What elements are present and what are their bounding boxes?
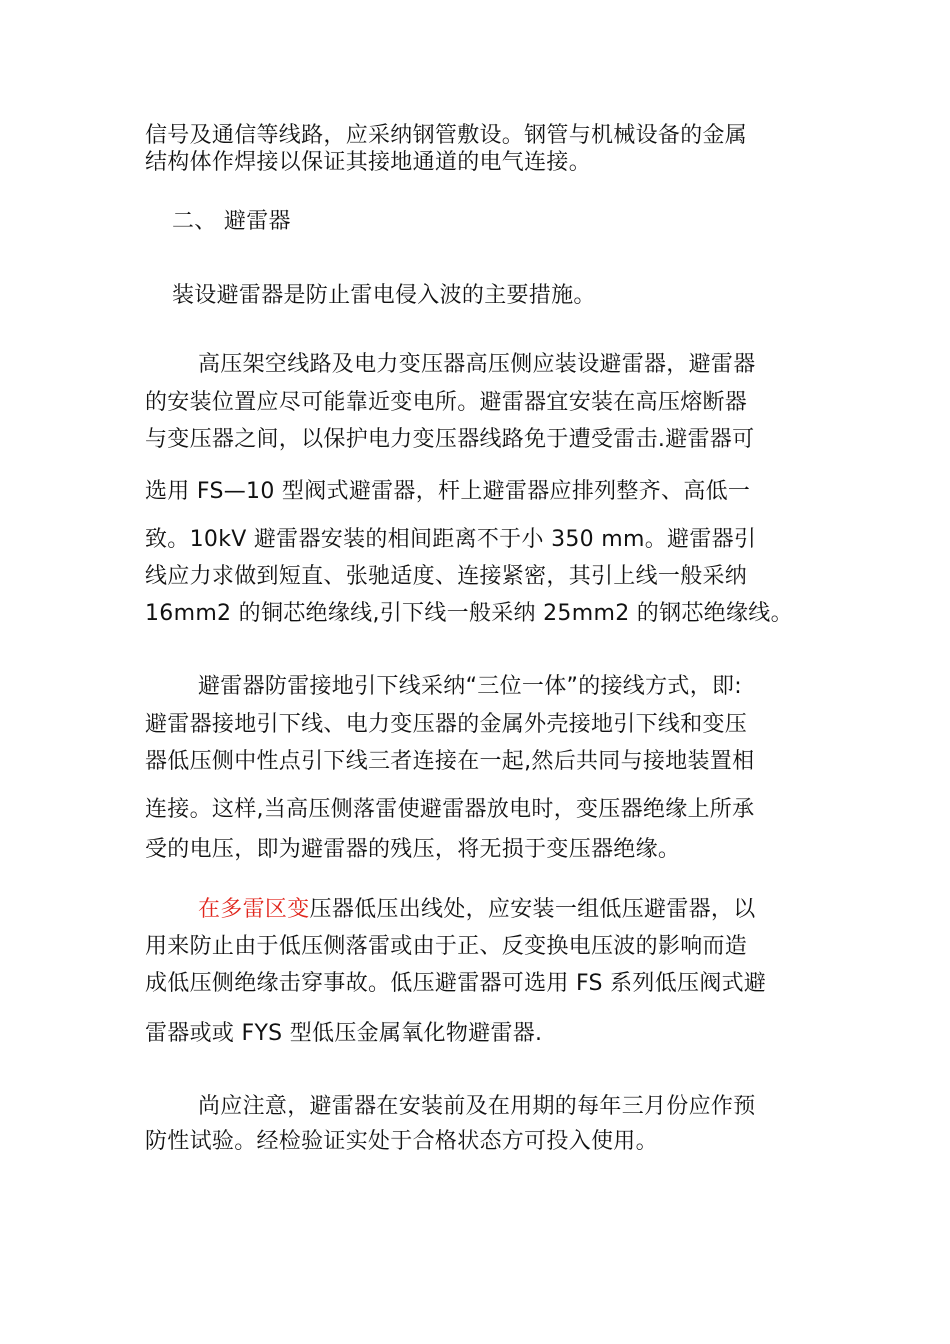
paragraph-2-line-3: 与变压器之间，以保护电力变压器线路免于遭受雷击.避雷器可 — [145, 427, 755, 452]
paragraph-5-line-2: 防性试验。经检验证实处于合格状态方可投入使用。 — [145, 1129, 658, 1154]
paragraph-4-line-2: 用来防止由于低压侧落雷或由于正、反变换电压波的影响而造 — [145, 934, 748, 959]
paragraph-4-line-1 — [198, 896, 756, 924]
paragraph-1-line-1: 信号及通信等线路，应采纳钢管敷设。钢管与机械设备的金属 — [145, 123, 748, 148]
paragraph-3-line-5: 受的电压，即为避雷器的残压，将无损于变压器绝缘。 — [145, 837, 681, 862]
paragraph-1-line-2: 结构体作焊接以保证其接地通道的电气连接。 — [145, 150, 592, 175]
paragraph-3-line-2: 避雷器接地引下线、电力变压器的金属外壳接地引下线和变压 — [145, 712, 748, 737]
paragraph-2-line-7: 16mm2 的铜芯绝缘线,引下线一般采纳 25mm2 的钢芯绝缘线。 — [145, 601, 793, 626]
section-heading: 二、 避雷器 — [172, 209, 291, 234]
paragraph-3-line-3: 器低压侧中性点引下线三者连接在一起,然后共同与接地装置相 — [145, 749, 755, 774]
paragraph-4-line-1-rest: 压器低压出线处，应安装一组低压避雷器，以 — [309, 897, 756, 922]
paragraph-4-line-3: 成低压侧绝缘击穿事故。低压避雷器可选用 FS 系列低压阀式避 — [145, 971, 767, 996]
paragraph-3-line-1: 避雷器防雷接地引下线采纳“三位一体”的接线方式，即: — [198, 674, 743, 699]
paragraph-2-line-2: 的安装位置应尽可能靠近变电所。避雷器宜安装在高压熔断器 — [145, 390, 748, 415]
paragraph-2-line-6: 线应力求做到短直、张驰适度、连接紧密，其引上线一般采纳 — [145, 564, 748, 589]
highlighted-text: 在多雷区变 — [198, 897, 310, 922]
paragraph-4-line-4: 雷器或或 FYS 型低压金属氧化物避雷器. — [145, 1021, 543, 1046]
paragraph-5-line-1: 尚应注意，避雷器在安装前及在用期的每年三月份应作预 — [198, 1094, 756, 1119]
paragraph-2-line-1: 高压架空线路及电力变压器高压侧应装设避雷器，避雷器 — [198, 352, 756, 377]
intro-sentence: 装设避雷器是防止雷电侵入波的主要措施。 — [172, 283, 596, 308]
paragraph-2-line-4: 选用 FS—10 型阀式避雷器，杆上避雷器应排列整齐、高低一 — [145, 479, 751, 504]
paragraph-3-line-4: 连接。这样,当高压侧落雷使避雷器放电时，变压器绝缘上所承 — [145, 797, 755, 822]
paragraph-2-line-5: 致。10kV 避雷器安装的相间距离不于小 350 mm。避雷器引 — [145, 527, 757, 552]
